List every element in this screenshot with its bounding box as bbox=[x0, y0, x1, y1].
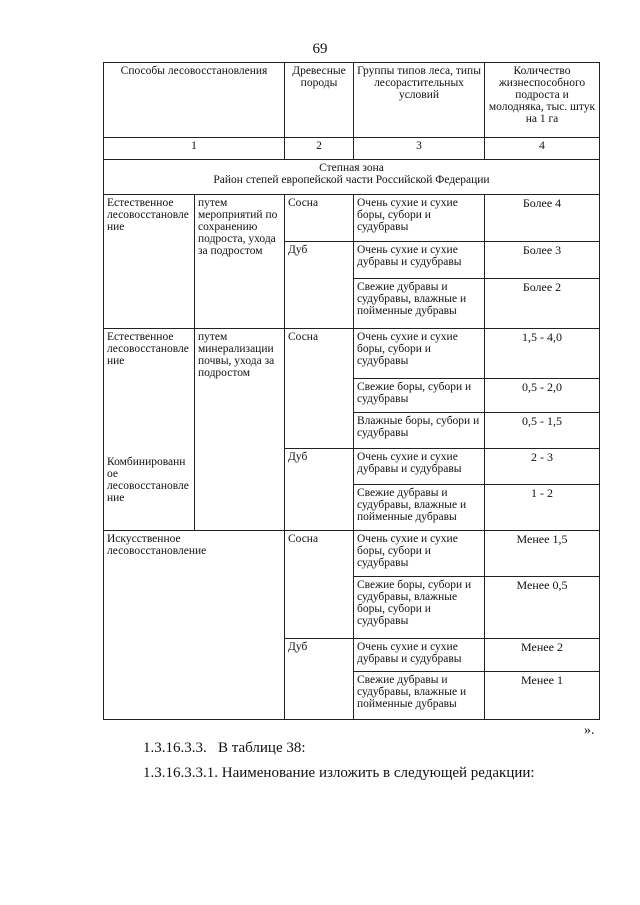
forest-type-cell: Очень сухие и сухие дубравы и судубравы bbox=[354, 242, 485, 279]
forest-type-cell: Влажные боры, субори и судубравы bbox=[354, 413, 485, 449]
forest-type-cell: Свежие дубравы и судубравы, влажные и пойменные дубравы bbox=[354, 279, 485, 329]
block1-species-oak: Дуб bbox=[285, 242, 354, 329]
block2-method bbox=[104, 329, 195, 531]
page-number: 69 bbox=[312, 41, 328, 57]
quantity-cell: Более 4 bbox=[485, 195, 600, 242]
header-forest-types: Группы типов леса, типы лесорастительных условий bbox=[354, 63, 485, 138]
column-number-1: 1 bbox=[104, 138, 285, 160]
forest-type-cell: Свежие дубравы и судубравы, влажные и пойменные дубравы bbox=[354, 485, 485, 531]
quantity-cell: Менее 2 bbox=[485, 639, 600, 672]
reforestation-table bbox=[103, 62, 600, 720]
block1-species-pine: Сосна bbox=[285, 195, 354, 242]
zone-row bbox=[104, 160, 600, 195]
forest-type-cell: Очень сухие и сухие дубравы и судубравы bbox=[354, 449, 485, 485]
block1-method: Естественное лесовосстановле ние bbox=[104, 195, 195, 329]
zone-subtitle: Район степей европейской части Российской Федерации bbox=[213, 174, 490, 186]
header-species: Древесные породы bbox=[285, 63, 354, 138]
block3-species-oak: Дуб bbox=[285, 639, 354, 720]
quantity-cell: 0,5 - 1,5 bbox=[485, 413, 600, 449]
paragraph-name-edition: 1.3.16.3.3.1. Наименование изложить в следующей редакции: bbox=[143, 765, 535, 781]
block2-method-natural: Естественное лесовосстановле ние bbox=[107, 331, 189, 367]
forest-type-cell: Очень сухие и сухие дубравы и судубравы bbox=[354, 639, 485, 672]
forest-type-cell: Очень сухие и сухие боры, субори и судубравы bbox=[354, 195, 485, 242]
quantity-cell: 1 - 2 bbox=[485, 485, 600, 531]
block3-method: Искусственное лесовосстановление bbox=[104, 531, 285, 720]
column-number-2: 2 bbox=[285, 138, 354, 160]
block2-species-pine: Сосна bbox=[285, 329, 354, 449]
forest-type-cell: Очень сухие и сухие боры, субори и судубравы bbox=[354, 531, 485, 577]
block3-species-pine: Сосна bbox=[285, 531, 354, 639]
quantity-cell: Менее 1 bbox=[485, 672, 600, 720]
block2-measure: путем минерализации почвы, ухода за подростом bbox=[195, 329, 285, 531]
quantity-cell: Более 3 bbox=[485, 242, 600, 279]
quantity-cell: Более 2 bbox=[485, 279, 600, 329]
quantity-cell: 0,5 - 2,0 bbox=[485, 379, 600, 413]
quantity-cell: 2 - 3 bbox=[485, 449, 600, 485]
block1-measure: путем мероприятий по сохранению подроста, ухода за подростом bbox=[195, 195, 285, 329]
paragraph-table-38: 1.3.16.3.3. В таблице 38: bbox=[143, 740, 306, 756]
quantity-cell: 1,5 - 4,0 bbox=[485, 329, 600, 379]
block2-method-combined: Комбинированн ое лесовосстановле ние bbox=[107, 456, 189, 504]
forest-type-cell: Свежие боры, субори и судубравы bbox=[354, 379, 485, 413]
forest-type-cell: Очень сухие и сухие боры, субори и судубравы bbox=[354, 329, 485, 379]
quantity-cell: Менее 1,5 bbox=[485, 531, 600, 577]
header-quantity: Количество жизнеспособного подроста и молодняка, тыс. штук на 1 га bbox=[485, 63, 600, 138]
column-number-4: 4 bbox=[485, 138, 600, 160]
forest-type-cell: Свежие боры, субори и судубравы, влажные боры, субори и судубравы bbox=[354, 577, 485, 639]
closing-quote: ». bbox=[584, 723, 595, 738]
zone-title: Степная зона bbox=[319, 162, 384, 174]
block2-species-oak: Дуб bbox=[285, 449, 354, 531]
forest-type-cell: Свежие дубравы и судубравы, влажные и пойменные дубравы bbox=[354, 672, 485, 720]
quantity-cell: Менее 0,5 bbox=[485, 577, 600, 639]
column-number-3: 3 bbox=[354, 138, 485, 160]
header-methods: Способы лесовосстановления bbox=[104, 63, 285, 138]
